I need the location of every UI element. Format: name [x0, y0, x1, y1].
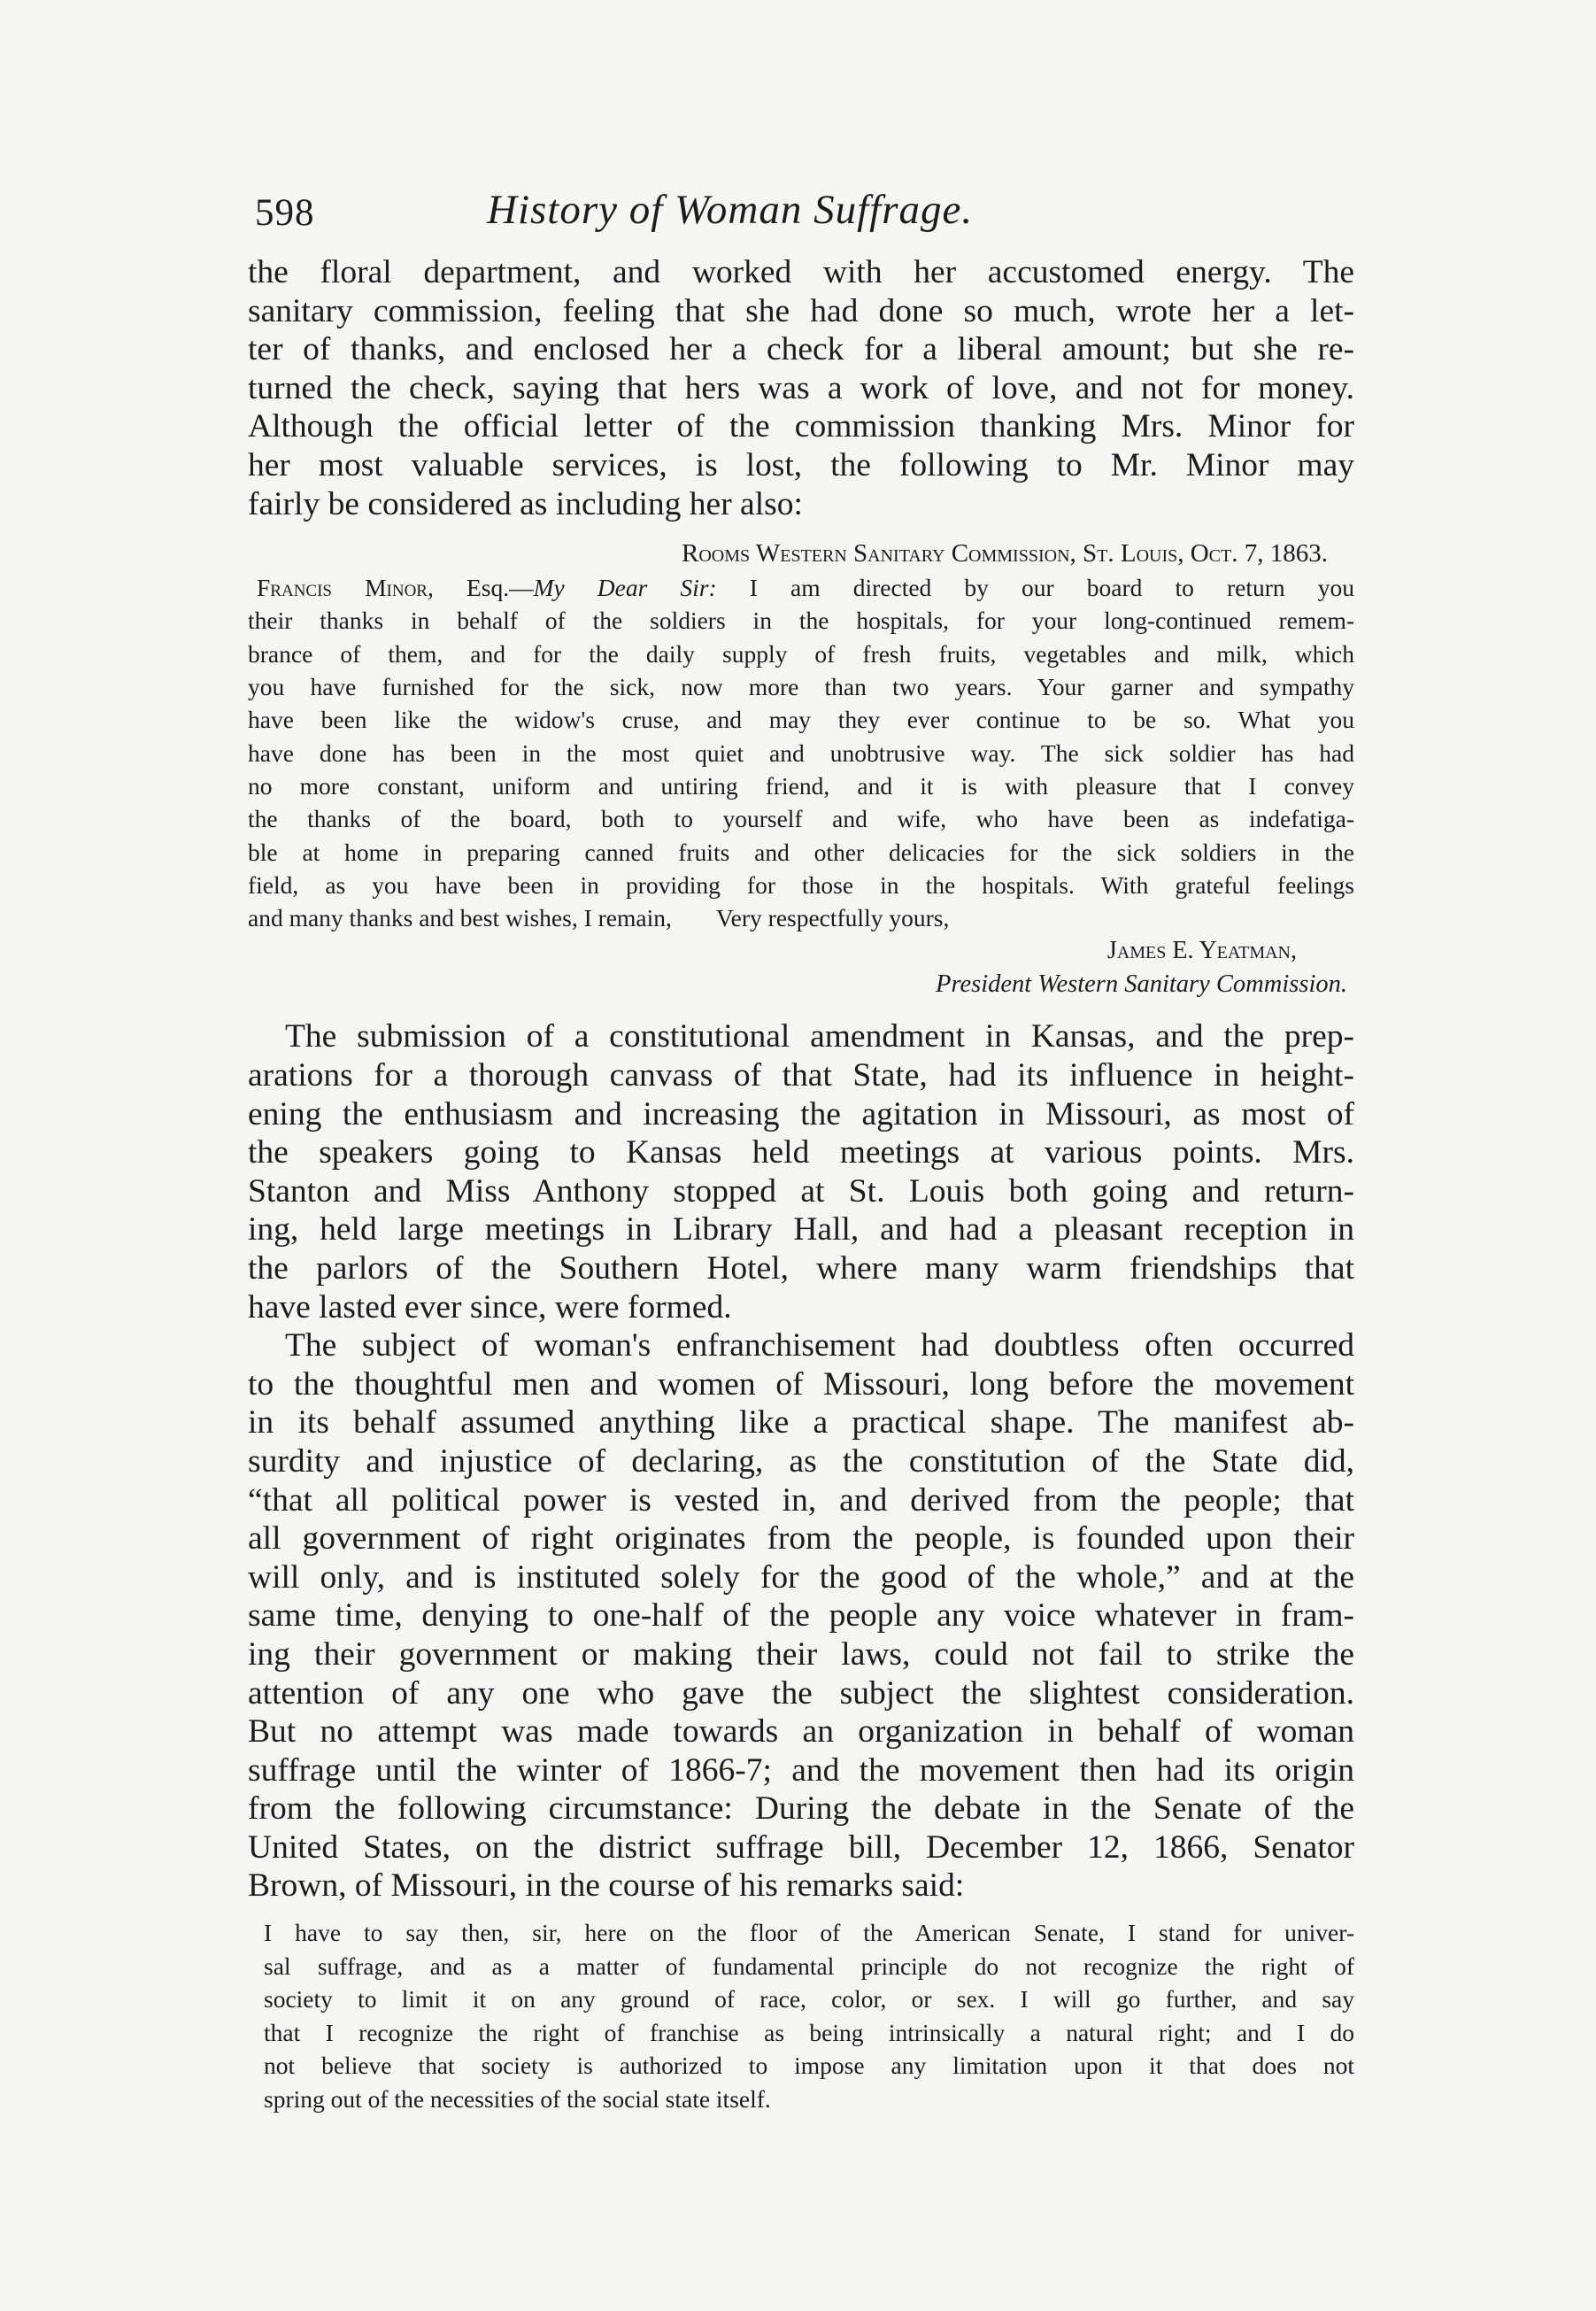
text-line: her most valuable services, is lost, the following to Mr. Minor may — [248, 446, 1354, 483]
running-title: History of Woman Suffrage. — [487, 187, 974, 233]
letter-salutation: My Dear Sir: — [533, 574, 717, 602]
commission-letter — [248, 536, 1354, 1001]
text-line: attention of any one who gave the subject the slightest consideration. — [248, 1674, 1354, 1712]
text-line: the parlors of the Southern Hotel, where many warm friendships that — [248, 1249, 1354, 1287]
text-line: The subject of woman's enfranchisement had doubtless often occurred — [285, 1327, 1354, 1364]
text-line: to the thoughtful men and women of Missouri, long before the movement — [248, 1365, 1354, 1403]
page-number: 598 — [255, 192, 315, 234]
text-line: arations for a thorough canvass of that State, had its influence in height- — [248, 1057, 1354, 1094]
text-line: The submission of a constitutional amendment in Kansas, and the prep- — [285, 1018, 1354, 1055]
letter-line: have done has been in the most quiet and unobtrusive way. The sick soldier has had — [248, 738, 1354, 767]
letter-line: have been like the widow's cruse, and may they ever continue to be so. What you — [248, 706, 1354, 734]
quote-line: not believe that society is authorized to impose any limitation upon it that does not — [264, 2052, 1354, 2080]
text-line: But no attempt was made towards an organization in behalf of woman — [248, 1713, 1354, 1751]
text-line: “that all political power is vested in, and derived from the people; that — [248, 1481, 1354, 1519]
book-page — [248, 186, 1354, 2115]
text-line: ing, held large meetings in Library Hall, and had a pleasant reception in — [248, 1211, 1354, 1248]
text-line: ing their government or making their laws, could not fail to strike the — [248, 1635, 1354, 1673]
text-line: from the following circumstance: During the debate in the Senate of the — [248, 1790, 1354, 1828]
letter-line: ble at home in preparing canned fruits and other delicacies for the sick soldiers in the — [248, 838, 1354, 866]
letter-addressee-suffix: , Esq.— — [427, 574, 534, 602]
quote-line: sal suffrage, and as a matter of fundamental principle do not recognize the right of — [264, 1952, 1354, 1980]
letter-signature: James E. Yeatman, — [1106, 937, 1297, 965]
running-head — [248, 186, 1354, 248]
text-line: ening the enthusiasm and increasing the agitation in Missouri, as most of — [248, 1095, 1354, 1132]
quote-line: I have to say then, sir, here on the floor of the American Senate, I stand for univer- — [264, 1919, 1354, 1947]
text-line: the floral department, and worked with her accustomed energy. The — [248, 254, 1354, 290]
text-line: ter of thanks, and enclosed her a check for a liberal amount; but she re- — [248, 331, 1354, 368]
letter-line: no more constant, uniform and untiring friend, and it is with pleasure that I convey — [248, 771, 1354, 800]
letter-line: field, as you have been in providing for those in the hospitals. With grateful feelings — [248, 870, 1354, 899]
quote-line: society to limit it on any ground of race, color, or sex. I will go further, and say — [264, 1985, 1354, 2013]
quote-line: that I recognize the right of franchise as being intrinsically a natural right; and I do — [264, 2018, 1354, 2046]
text-line: all government of right originates from the people, is founded upon their — [248, 1520, 1354, 1557]
text-line: have lasted ever since, were formed. — [248, 1288, 732, 1326]
text-line: in its behalf assumed anything like a practical shape. The manifest ab- — [248, 1404, 1354, 1441]
text-line: the speakers going to Kansas held meetings at various points. Mrs. — [248, 1134, 1354, 1171]
text-line: fairly be considered as including her also: — [248, 485, 803, 522]
letter-line: the thanks of the board, both to yourself and wife, who have been as indefatiga- — [248, 805, 1354, 833]
letter-line: their thanks in behalf of the soldiers in the hospitals, for your long-continued remem- — [248, 607, 1354, 635]
text-line: Stanton and Miss Anthony stopped at St. Louis both going and return- — [248, 1172, 1354, 1210]
letter-signature-title: President Western Sanitary Commission. — [936, 970, 1347, 999]
text-line: will only, and is instituted solely for the good of the whole,” and at the — [248, 1558, 1354, 1596]
senator-brown-quote — [248, 1916, 1354, 2115]
letter-addressee: Francis Minor — [257, 574, 428, 602]
letter-line: you have furnished for the sick, now more than two years. Your garner and sympathy — [248, 673, 1354, 701]
letter-salutation-line — [248, 571, 1354, 604]
text-line: surdity and injustice of declaring, as the constitution of the State did, — [248, 1442, 1354, 1480]
letter-closing-right: Very respectfully yours, — [715, 904, 950, 932]
quote-line: spring out of the necessities of the social state itself. — [264, 2084, 771, 2113]
text-line: turned the check, saying that hers was a work of love, and not for money. — [248, 369, 1354, 406]
letter-dateline: Rooms Western Sanitary Commission, St. Louis, Oct. 7, 1863. — [682, 539, 1328, 568]
text-line: sanitary commission, feeling that she had done so much, wrote her a let- — [248, 292, 1354, 329]
letter-closing: and many thanks and best wishes, I remain, — [248, 904, 672, 932]
letter-line: brance of them, and for the daily supply of fresh fruits, vegetables and milk, which — [248, 639, 1354, 668]
letter-first-line-rest: I am directed by our board to return you — [716, 574, 1355, 602]
text-line: suffrage until the winter of 1866-7; and the movement then had its origin — [248, 1751, 1354, 1789]
paragraph-enfranchisement — [248, 1326, 1354, 1905]
letter-closing-line — [248, 901, 1354, 934]
text-line: Brown, of Missouri, in the course of his remarks said: — [248, 1867, 965, 1905]
paragraph-kansas-amendment — [248, 1017, 1354, 1326]
paragraph-floral-department — [248, 253, 1354, 523]
text-line: United States, on the district suffrage bill, December 12, 1866, Senator — [248, 1828, 1354, 1866]
text-line: same time, denying to one-half of the people any voice whatever in fram- — [248, 1597, 1354, 1635]
text-line: Although the official letter of the commission thanking Mrs. Minor for — [248, 408, 1354, 445]
